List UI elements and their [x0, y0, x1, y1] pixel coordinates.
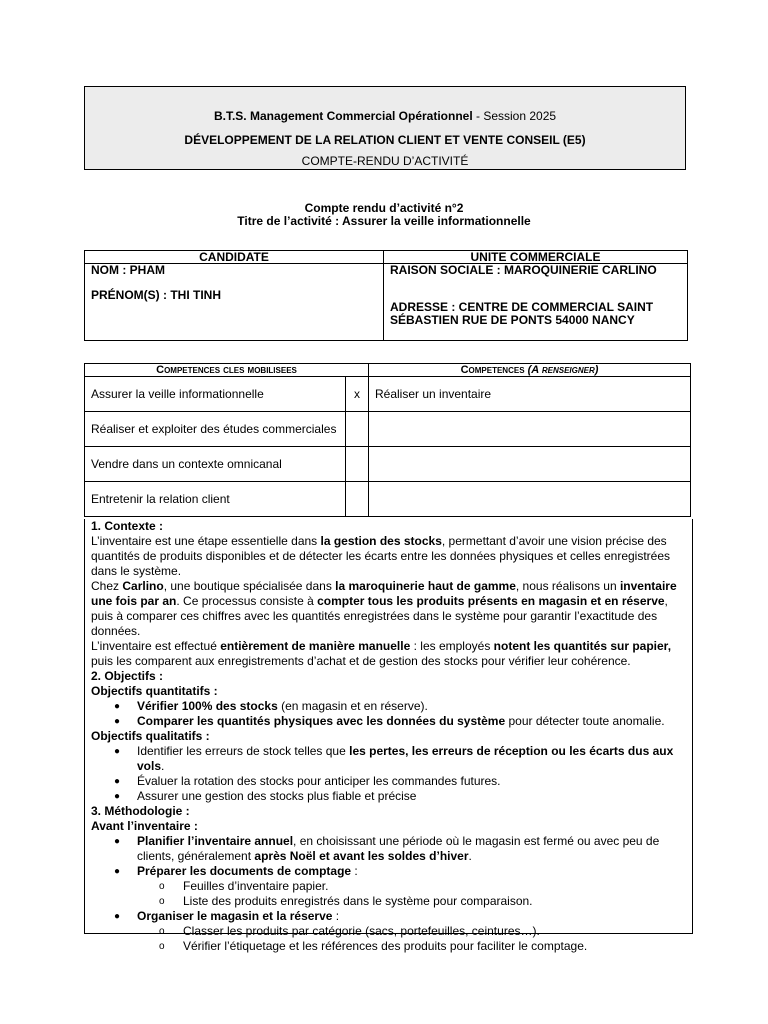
subheading-avant	[91, 819, 686, 834]
text: :	[351, 864, 358, 878]
text-bold: inventaire une fois par an	[91, 579, 677, 608]
text: (en magasin et en réserve).	[277, 699, 428, 713]
competences-table	[84, 363, 691, 517]
competences-value-title: Competences	[460, 364, 525, 376]
unit-header: UNITE COMMERCIALE	[384, 251, 688, 264]
text-bold: compter tous les produits présents en magasin et en réserve	[317, 594, 665, 608]
competences-col-header: Competences cles mobilisees	[85, 364, 369, 377]
text-bold: Organiser le magasin et la réserve	[137, 909, 333, 923]
competence-name: Réaliser et exploiter des études commerciales	[85, 412, 346, 447]
text: L’inventaire est une étape essentielle dans	[91, 534, 321, 548]
text-bold: Carlino	[122, 579, 164, 593]
heading-text: 3. Méthodologie :	[91, 804, 190, 818]
qualitative-list	[91, 744, 686, 804]
competence-value	[369, 447, 691, 482]
competence-value	[369, 412, 691, 447]
text: , une boutique spécialisée dans	[163, 579, 336, 593]
competence-value	[369, 482, 691, 517]
section-heading-contexte	[91, 519, 686, 534]
methodology-list	[91, 834, 686, 954]
unit-adresse: ADRESSE : CENTRE DE COMMERCIAL SAINT SÉBASTIEN RUE DE PONTS 54000 NANCY	[390, 300, 654, 327]
competence-mark	[346, 447, 369, 482]
unit-raison-sociale: RAISON SOCIALE : MAROQUINERIE CARLINO	[390, 263, 657, 277]
context-paragraph	[91, 534, 686, 579]
sub-list-item: o Vérifier l’étiquetage et les références des produits pour faciliter le comptage.	[183, 939, 686, 954]
quantitative-list	[91, 699, 686, 729]
text: :	[332, 909, 340, 923]
text-bold: la gestion des stocks	[320, 534, 442, 548]
list-item	[137, 714, 686, 729]
unit-cell	[384, 264, 688, 341]
text-bold: la maroquinerie haut de gamme	[335, 579, 516, 593]
list-item: ● Évaluer la rotation des stocks pour anticiper les commandes futures.	[137, 774, 686, 789]
sub-list	[137, 924, 686, 954]
competences-value-hint: (A renseigner)	[527, 364, 599, 376]
heading-text: Objectifs quantitatifs :	[91, 684, 218, 698]
text: Chez	[91, 579, 123, 593]
list-item	[137, 864, 686, 909]
text-bold: Vérifier 100% des stocks	[137, 699, 278, 713]
candidate-prenom: PRÉNOM(S) : THI TINH	[91, 288, 221, 302]
heading-text: Objectifs qualitatifs :	[91, 729, 210, 743]
exam-title-line	[85, 109, 685, 123]
competence-name: Assurer la veille informationnelle	[85, 377, 346, 412]
text-bold: Préparer les documents de comptage	[137, 864, 352, 878]
report-title: Titre de l’activité : Assurer la veille informationnelle	[237, 214, 531, 228]
context-paragraph	[91, 639, 686, 669]
section-heading-methodologie	[91, 804, 686, 819]
report-number: Compte rendu d’activité n°2	[304, 201, 464, 215]
candidate-header: CANDIDATE	[85, 251, 384, 264]
text-bold: entièrement de manière manuelle	[220, 639, 411, 653]
text: L’inventaire est effectué	[91, 639, 221, 653]
text: .	[161, 759, 165, 773]
sub-list-item: o Feuilles d’inventaire papier.	[183, 879, 686, 894]
text-bold: après Noël et avant les soldes d’hiver	[254, 849, 469, 863]
text: , nous réalisons un	[515, 579, 620, 593]
exam-subject: DÉVELOPPEMENT DE LA RELATION CLIENT ET VENTE CONSEIL (E5)	[184, 133, 586, 147]
sub-list	[137, 879, 686, 909]
text: Identifier les erreurs de stock telles que	[137, 744, 350, 758]
text: pour détecter toute anomalie.	[505, 714, 665, 728]
competence-name: Entretenir la relation client	[85, 482, 346, 517]
list-item	[137, 834, 686, 864]
text: , permettant d’avoir une vision précise des quantités de produits disponibles et de détecter les écarts entre les données physiques et celles enregistrées dans le système.	[91, 534, 671, 578]
list-item	[137, 909, 686, 954]
heading-text: Avant l’inventaire :	[91, 819, 198, 833]
list-item: ● Assurer une gestion des stocks plus fiable et précise	[137, 789, 686, 804]
list-item	[137, 699, 686, 714]
sub-list-item: o Liste des produits enregistrés dans le système pour comparaison.	[183, 894, 686, 909]
competence-value: Réaliser un inventaire	[369, 377, 691, 412]
competence-mark: x	[346, 377, 369, 412]
list-item	[137, 744, 686, 774]
competences-value-header	[369, 364, 691, 377]
text: .	[468, 849, 472, 863]
exam-header	[84, 86, 686, 170]
text: , puis à comparer ces chiffres avec les quantités enregistrées dans le système pour garantir l’exactitude des données.	[91, 594, 668, 638]
exam-name: B.T.S. Management Commercial Opérationnel	[213, 109, 473, 123]
subheading-quantitatifs	[91, 684, 686, 699]
context-paragraph	[91, 579, 686, 639]
sub-list-item: o Classer les produits par catégorie (sacs, portefeuilles, ceintures…).	[183, 924, 686, 939]
text-bold: Planifier l’inventaire annuel	[137, 834, 294, 848]
exam-session: - Session 2025	[472, 109, 557, 123]
candidate-cell	[85, 264, 384, 341]
candidate-nom: NOM : PHAM	[91, 263, 165, 277]
text-bold: les pertes, les erreurs de réception ou les écarts dus aux vols	[137, 744, 674, 773]
heading-text: 2. Objectifs :	[91, 669, 164, 683]
identity-table	[84, 250, 688, 341]
text-bold: Comparer les quantités physiques avec les données du système	[137, 714, 506, 728]
competence-name: Vendre dans un contexte omnicanal	[85, 447, 346, 482]
competence-mark	[346, 412, 369, 447]
text-bold: notent les quantités sur papier,	[493, 639, 672, 653]
text: . Ce processus consiste à	[176, 594, 318, 608]
report-body	[84, 519, 693, 953]
text: puis les comparent aux enregistrements d’achat et de gestion des stocks pour vérifier leur cohérence.	[91, 654, 631, 668]
section-heading-objectifs	[91, 669, 686, 684]
subheading-qualitatifs	[91, 729, 686, 744]
document-type: COMPTE-RENDU D’ACTIVITÉ	[301, 154, 469, 168]
text: , en choisissant une période où le magasin est fermé ou avec peu de clients, généralement	[137, 834, 660, 863]
text: : les employés	[410, 639, 494, 653]
competence-mark	[346, 482, 369, 517]
heading-text: 1. Contexte :	[91, 519, 164, 533]
